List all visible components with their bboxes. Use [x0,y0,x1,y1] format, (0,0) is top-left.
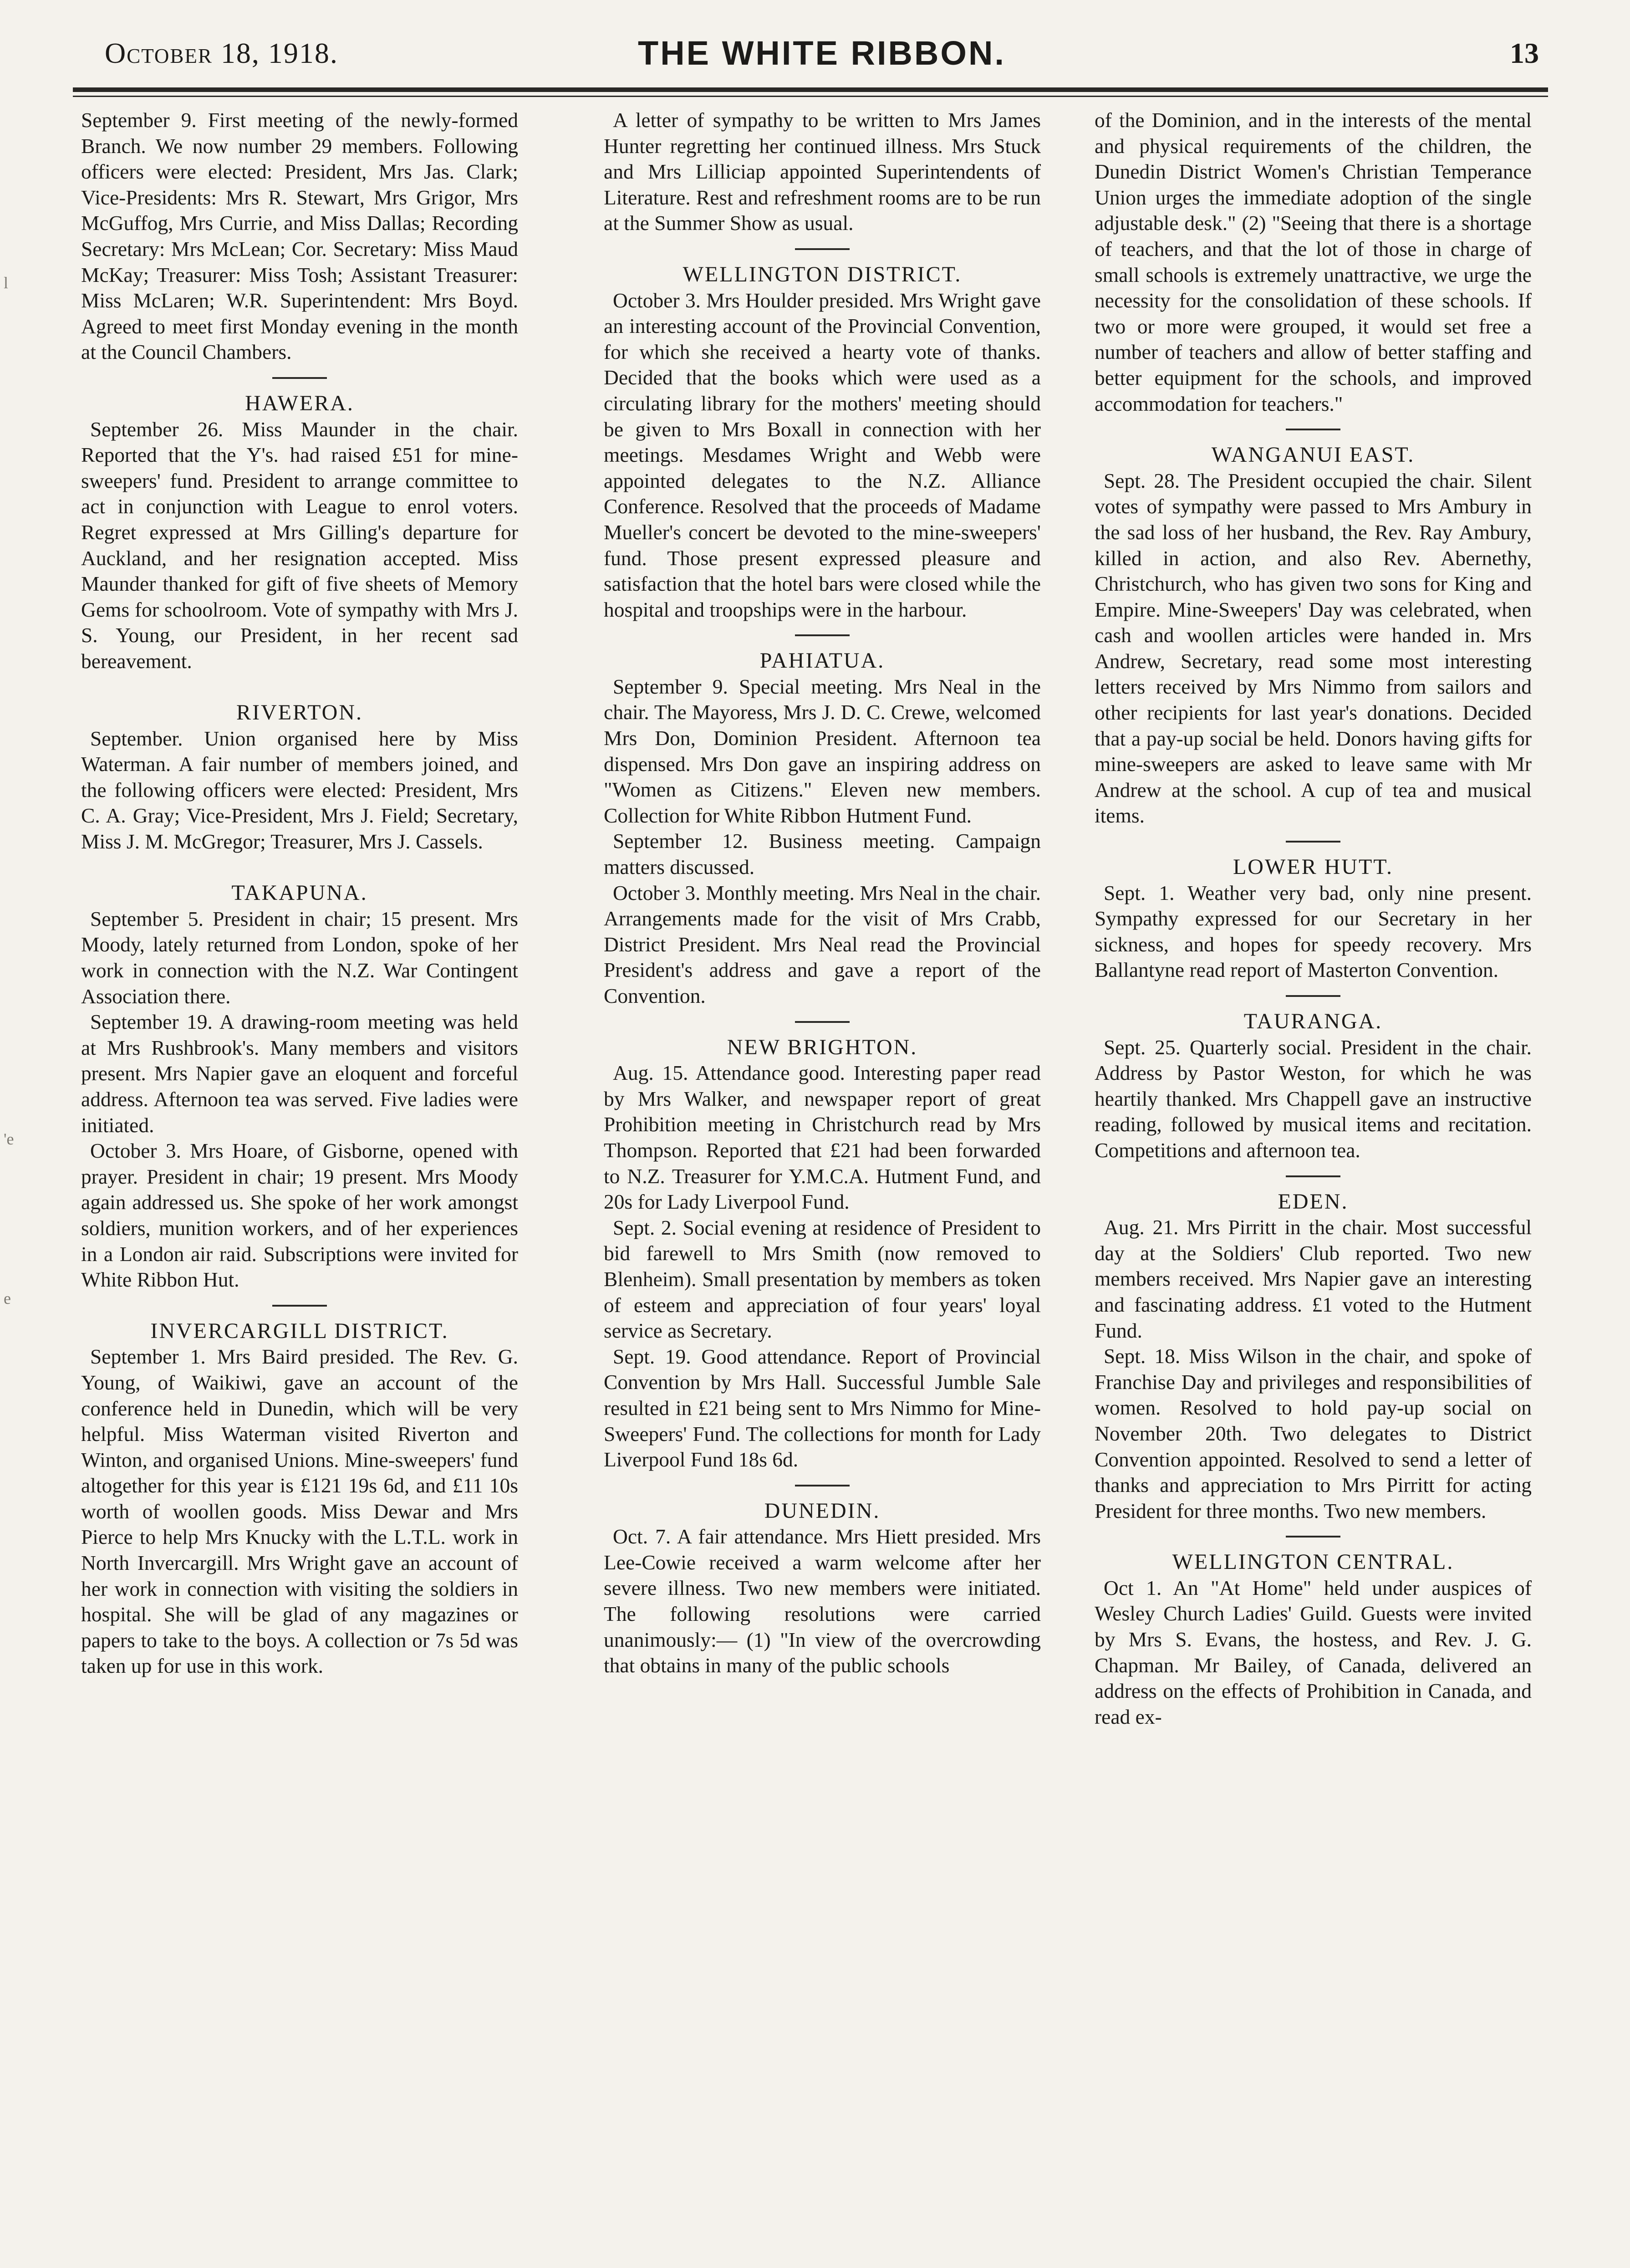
report-paragraph: October 3. Mrs Houlder presided. Mrs Wright gave an interesting account of the Provincial Convention, for which she received a hearty vote of thanks. Decided that the books which were used as a circulating library for the mothers' meeting should be given to Mrs Boxall in connection with her meetings. Mesdames Wright and Webb were appointed delegates to the N.Z. Alliance Conference. Resolved that the proceeds of Madame Mueller's concert be devoted to the mine-sweepers' fund. Those present expressed pleasure and satisfaction that the hotel bars were closed while the hospital and troopships were in the harbour. [604,288,1041,621]
report-paragraph: September 9. Special meeting. Mrs Neal in the chair. The Mayoress, Mrs J. D. C. Crewe, welcomed Mrs Don, Dominion President. Afternoon tea dispensed. Mrs Don gave an inspiring address on "Women as Citizens." Eleven new members. Collection for White Ribbon Hutment Fund. [604,674,1041,827]
section-heading-eden: EDEN. [1278,1189,1349,1214]
section-divider [1286,841,1340,843]
left-margin-mark: l [4,274,9,292]
section-heading-takapuna: TAKAPUNA. [231,881,368,905]
report-paragraph: Aug. 21. Mrs Pirritt in the chair. Most successful day at the Soldiers' Club reported. Two new members received. Mrs Napier gave an interesting and fascinating address. £1 voted to the Hutment Fund. [1095,1216,1532,1342]
page-header [105,36,1539,87]
section-divider [795,1485,850,1486]
report-paragraph: September 26. Miss Maunder in the chair. Reported that the Y's. had raised £51 for mine-sweepers' fund. President to arrange committee to act in conjunction with League to enrol voters. Regret expressed at Mrs Gilling's departure for Auckland, and her resignation accepted. Miss Maunder thanked for gift of five sheets of Memory Gems for schoolroom. Vote of sympathy with Mrs J. S. Young, our President, in her recent sad bereavement. [81,417,518,673]
section-heading-wellington-district: WELLINGTON DISTRICT. [683,262,962,286]
section-heading-dunedin: DUNEDIN. [764,1498,881,1523]
section-divider [795,248,850,250]
report-paragraph: September 19. A drawing-room meeting was held at Mrs Rushbrook's. Many members and visitors present. Mrs Napier gave an eloquent and forceful address. Afternoon tea was served. Five ladies were initiated. [81,1010,518,1137]
section-heading-invercargill: INVERCARGILL DISTRICT. [150,1318,449,1343]
report-paragraph: Sept. 18. Miss Wilson in the chair, and spoke of Franchise Day and privileges and responsibilities of women. Resolved to hold pay-up social on November 20th. Two delegates to District Convention appointed. Resolved to send a letter of thanks and appreciation to Mrs Pirritt for acting President for three months. Two new members. [1095,1344,1532,1522]
report-paragraph: Sept. 2. Social evening at residence of President to bid farewell to Mrs Smith (now removed to Blenheim). Small presentation by members as token of esteem and appreciation of four years' loyal service as Secretary. [604,1216,1041,1343]
masthead-title: THE WHITE RIBBON. [638,34,1006,72]
section-divider [272,377,327,379]
column-3 [1095,107,1532,1730]
section-divider [1286,429,1340,430]
issue-date: October 18, 1918. [105,37,338,69]
section-heading-tauranga: TAURANGA. [1243,1009,1383,1033]
section-divider [795,1021,850,1023]
section-divider [1286,995,1340,997]
column-1 [81,107,518,1679]
section-heading-lower-hutt: LOWER HUTT. [1233,855,1394,879]
report-paragraph: September 5. President in chair; 15 present. Mrs Moody, lately returned from London, spoke of her work in connection with the N.Z. War Contingent Association there. [81,907,518,1008]
left-margin-mark: 'e [4,1130,14,1148]
report-paragraph: October 3. Mrs Hoare, of Gisborne, opened with prayer. President in chair; 19 present. Mrs Moody again addressed us. She spoke of her work amongst soldiers, munition workers, and of her experiences in a London air raid. Subscriptions were invited for White Ribbon Hut. [81,1139,518,1292]
section-heading-wanganui-east: WANGANUI EAST. [1211,443,1415,467]
report-paragraph: of the Dominion, and in the interests of the mental and physical requirements of the children, the Dunedin District Women's Christian Temperance Union urges the immediate adoption of the single adjustable desk." (2) "Seeing that there is a shortage of teachers, and that the lot of those in charge of small schools is extremely unattractive, we urge the necessity for the consolidation of these schools. If two or more were grouped, it would set free a number of teachers and allow of better staffing and better equipment for the schools, and improved accommodation for teachers." [1095,108,1532,415]
report-paragraph: Sept. 28. The President occupied the chair. Silent votes of sympathy were passed to Mrs Ambury in the sad loss of her husband, the Rev. Ray Ambury, killed in action, and also Rev. Abernethy, Christchurch, who has given two sons for King and Empire. Mine-Sweepers' Day was celebrated, when cash and woollen articles were handed in. Mrs Andrew, Secretary, read some most interesting letters received by Mrs Nimmo from sailors and other recipients for last year's donations. Decided that a pay-up social be held. Donors having gifts for mine-sweepers are asked to leave same with Mr Andrew at the school. A cup of tea and musical items. [1095,469,1532,828]
section-heading-pahiatua: PAHIATUA. [759,649,885,673]
report-paragraph: Sept. 25. Quarterly social. President in the chair. Address by Pastor Weston, for which he was heartily thanked. Mrs Chappell gave an instructive reading, followed by musical items and recitation. Competitions and afternoon tea. [1095,1035,1532,1162]
section-heading-riverton: RIVERTON. [236,700,363,725]
section-heading-new-brighton: NEW BRIGHTON. [727,1035,918,1059]
report-paragraph: Aug. 15. Attendance good. Interesting paper read by Mrs Walker, and newspaper report of great Prohibition meeting in Christchurch read by Mrs Thompson. Reported that £21 had been forwarded to N.Z. Treasurer for Y.M.C.A. Hutment Fund, and 20s for Lady Liverpool Fund. [604,1061,1041,1214]
report-paragraph: September. Union organised here by Miss Waterman. A fair number of members joined, and the following officers were elected: President, Mrs C. A. Gray; Vice-President, Mrs J. Field; Secretary, Miss J. M. McGregor; Treasurer, Mrs J. Cassels. [81,726,518,853]
report-paragraph: September 12. Business meeting. Campaign matters discussed. [604,829,1041,879]
report-paragraph: Oct 1. An "At Home" held under auspices of Wesley Church Ladies' Guild. Guests were invited by Mrs S. Evans, the hostess, and Rev. J. G. Chapman. Mr Bailey, of Canada, delivered an address on the effects of Prohibition in Canada, and read ex- [1095,1576,1532,1728]
section-divider [795,634,850,636]
section-divider [1286,1536,1340,1538]
left-margin-mark: e [4,1289,11,1308]
column-2 [604,107,1041,1679]
report-paragraph: A letter of sympathy to be written to Mrs James Hunter regretting her continued illness. Mrs Stuck and Mrs Lilliciap appointed Superintendents of Literature. Rest and refreshment rooms are to be run at the Summer Show as usual. [604,108,1041,235]
section-heading-wellington-central: WELLINGTON CENTRAL. [1172,1550,1454,1574]
section-divider [1286,1175,1340,1177]
header-rule-thin [73,96,1548,97]
report-paragraph: September 1. Mrs Baird presided. The Rev. G. Young, of Waikiwi, gave an account of the conference held in Dunedin, which will be very helpful. Miss Waterman visited Riverton and Winton, and organised Unions. Mine-sweepers' fund altogether for this year is £121 19s 6d, and £11 10s worth of woollen goods. Miss Dewar and Mrs Pierce to help Mrs Knucky with the L.T.L. work in North Invercargill. Mrs Wright gave an account of her work in connection with visiting the soldiers in hospital. She will be glad of any magazines or papers to take to the boys. A collection or 7s 5d was taken up for use in this work. [81,1345,518,1678]
header-rule-thick [73,87,1548,92]
report-paragraph: Oct. 7. A fair attendance. Mrs Hiett presided. Mrs Lee-Cowie received a warm welcome after her severe illness. Two new members were initiated. The following resolutions were carried unanimously:— (1) "In view of the overcrowding that obtains in many of the public schools [604,1525,1041,1677]
page-number: 13 [1510,37,1539,69]
section-heading-hawera: HAWERA. [245,391,354,415]
report-paragraph: September 9. First meeting of the newly-formed Branch. We now number 29 members. Following officers were elected: President, Mrs Jas. Clark; Vice-Presidents: Mrs R. Stewart, Mrs Grigor, Mrs McGuffog, Mrs Currie, and Miss Dallas; Recording Secretary: Mrs McLean; Cor. Secretary: Miss Maud McKay; Treasurer: Miss Tosh; Assistant Treasurer: Miss McLaren; W.R. Superintendent: Mrs Boyd. Agreed to meet first Monday evening in the month at the Council Chambers. [81,108,518,364]
section-divider [272,1305,327,1307]
report-paragraph: October 3. Monthly meeting. Mrs Neal in the chair. Arrangements made for the visit of Mrs Crabb, District President. Mrs Neal read the Provincial President's address and gave a report of the Convention. [604,881,1041,1007]
report-paragraph: Sept. 19. Good attendance. Report of Provincial Convention by Mrs Hall. Successful Jumble Sale resulted in £21 being sent to Mrs Nimmo for Mine-Sweepers' Fund. The collections for month for Lady Liverpool Fund 18s 6d. [604,1344,1041,1471]
report-paragraph: Sept. 1. Weather very bad, only nine present. Sympathy expressed for our Secretary in her sickness, and hopes for speedy recovery. Mrs Ballantyne read report of Masterton Convention. [1095,881,1532,982]
